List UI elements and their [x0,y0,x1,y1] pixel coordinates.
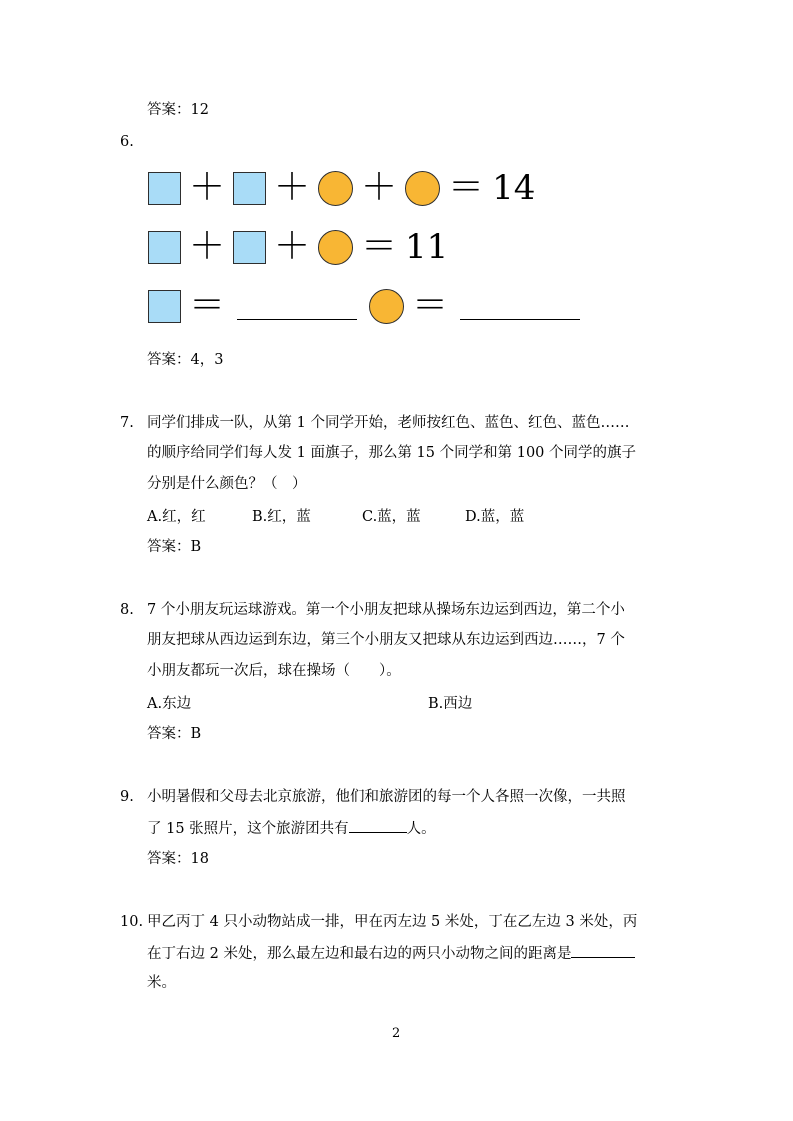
q6-equation-2 [148,226,449,267]
q9-number: 9. [120,789,134,805]
q5-answer: 答案：12 [147,102,209,118]
q9-line-2-text: 了 15 张照片，这个旅游团共有 [147,821,349,837]
circle-shape [405,171,440,206]
plus-sign: ＋ [189,226,226,267]
q8-line-3: 小朋友都玩一次后，球在操场（ ）。 [147,663,401,679]
q8-number: 8. [120,602,134,618]
circle-shape [369,289,404,324]
equals-sign: ＝ [189,285,226,326]
q10-number: 10. [120,914,144,930]
q8-option-a: A.东边 [147,696,192,712]
equals-sign: ＝ [448,167,485,208]
q8-answer: 答案：B [147,726,202,742]
q10-line-3: 米。 [147,975,176,991]
q9-line-2-unit: 人。 [406,821,436,837]
circle-shape [318,171,353,206]
q9-answer: 答案：18 [147,851,209,867]
q7-option-c: C.蓝，蓝 [362,509,421,525]
q7-option-a: A.红，红 [147,509,206,525]
q9-line-2 [147,818,436,839]
q7-number: 7. [120,415,134,431]
equation-result: 11 [405,227,449,267]
q9-line-1: 小明暑假和父母去北京旅游，他们和旅游团的每一个人各照一次像，一共照 [147,789,626,805]
page-number: 2 [392,1026,401,1041]
answer-blank[interactable] [349,818,407,833]
q7-line-3: 分别是什么颜色？（ ） [147,476,307,492]
q7-option-d: D.蓝，蓝 [465,509,525,525]
equals-sign: ＝ [412,285,449,326]
square-shape [148,290,181,323]
square-shape [233,231,266,264]
plus-sign: ＋ [189,167,226,208]
square-shape [148,172,181,205]
answer-blank-circle[interactable] [460,307,580,320]
plus-sign: ＋ [361,167,398,208]
square-shape [233,172,266,205]
q7-line-1: 同学们排成一队，从第 1 个同学开始，老师按红色、蓝色、红色、蓝色…… [147,415,630,431]
square-shape [148,231,181,264]
q6-answer: 答案：4，3 [147,352,224,368]
q7-answer: 答案：B [147,539,202,555]
q10-line-1: 甲乙丙丁 4 只小动物站成一排，甲在丙左边 5 米处，丁在乙左边 3 米处，丙 [147,914,638,930]
q10-line-2-text: 在丁右边 2 米处，那么最左边和最右边的两只小动物之间的距离是 [147,946,572,962]
q8-line-1: 7 个小朋友玩运球游戏。第一个小朋友把球从操场东边运到西边，第二个小 [147,602,625,618]
q7-option-b: B.红，蓝 [252,509,311,525]
plus-sign: ＋ [274,167,311,208]
q8-option-b: B.西边 [428,696,473,712]
q7-line-2: 的顺序给同学们每人发 1 面旗子，那么第 15 个同学和第 100 个同学的旗子 [147,445,637,461]
answer-blank[interactable] [571,943,635,958]
answer-blank-square[interactable] [237,307,357,320]
equation-result: 14 [492,168,536,208]
equals-sign: ＝ [361,226,398,267]
plus-sign: ＋ [274,226,311,267]
q6-equation-1 [148,167,536,208]
q6-number: 6. [120,134,134,150]
q10-line-2 [147,943,635,964]
q8-line-2: 朋友把球从西边运到东边，第三个小朋友又把球从东边运到西边……，7 个 [147,632,625,648]
q6-equation-3 [148,285,580,326]
circle-shape [318,230,353,265]
